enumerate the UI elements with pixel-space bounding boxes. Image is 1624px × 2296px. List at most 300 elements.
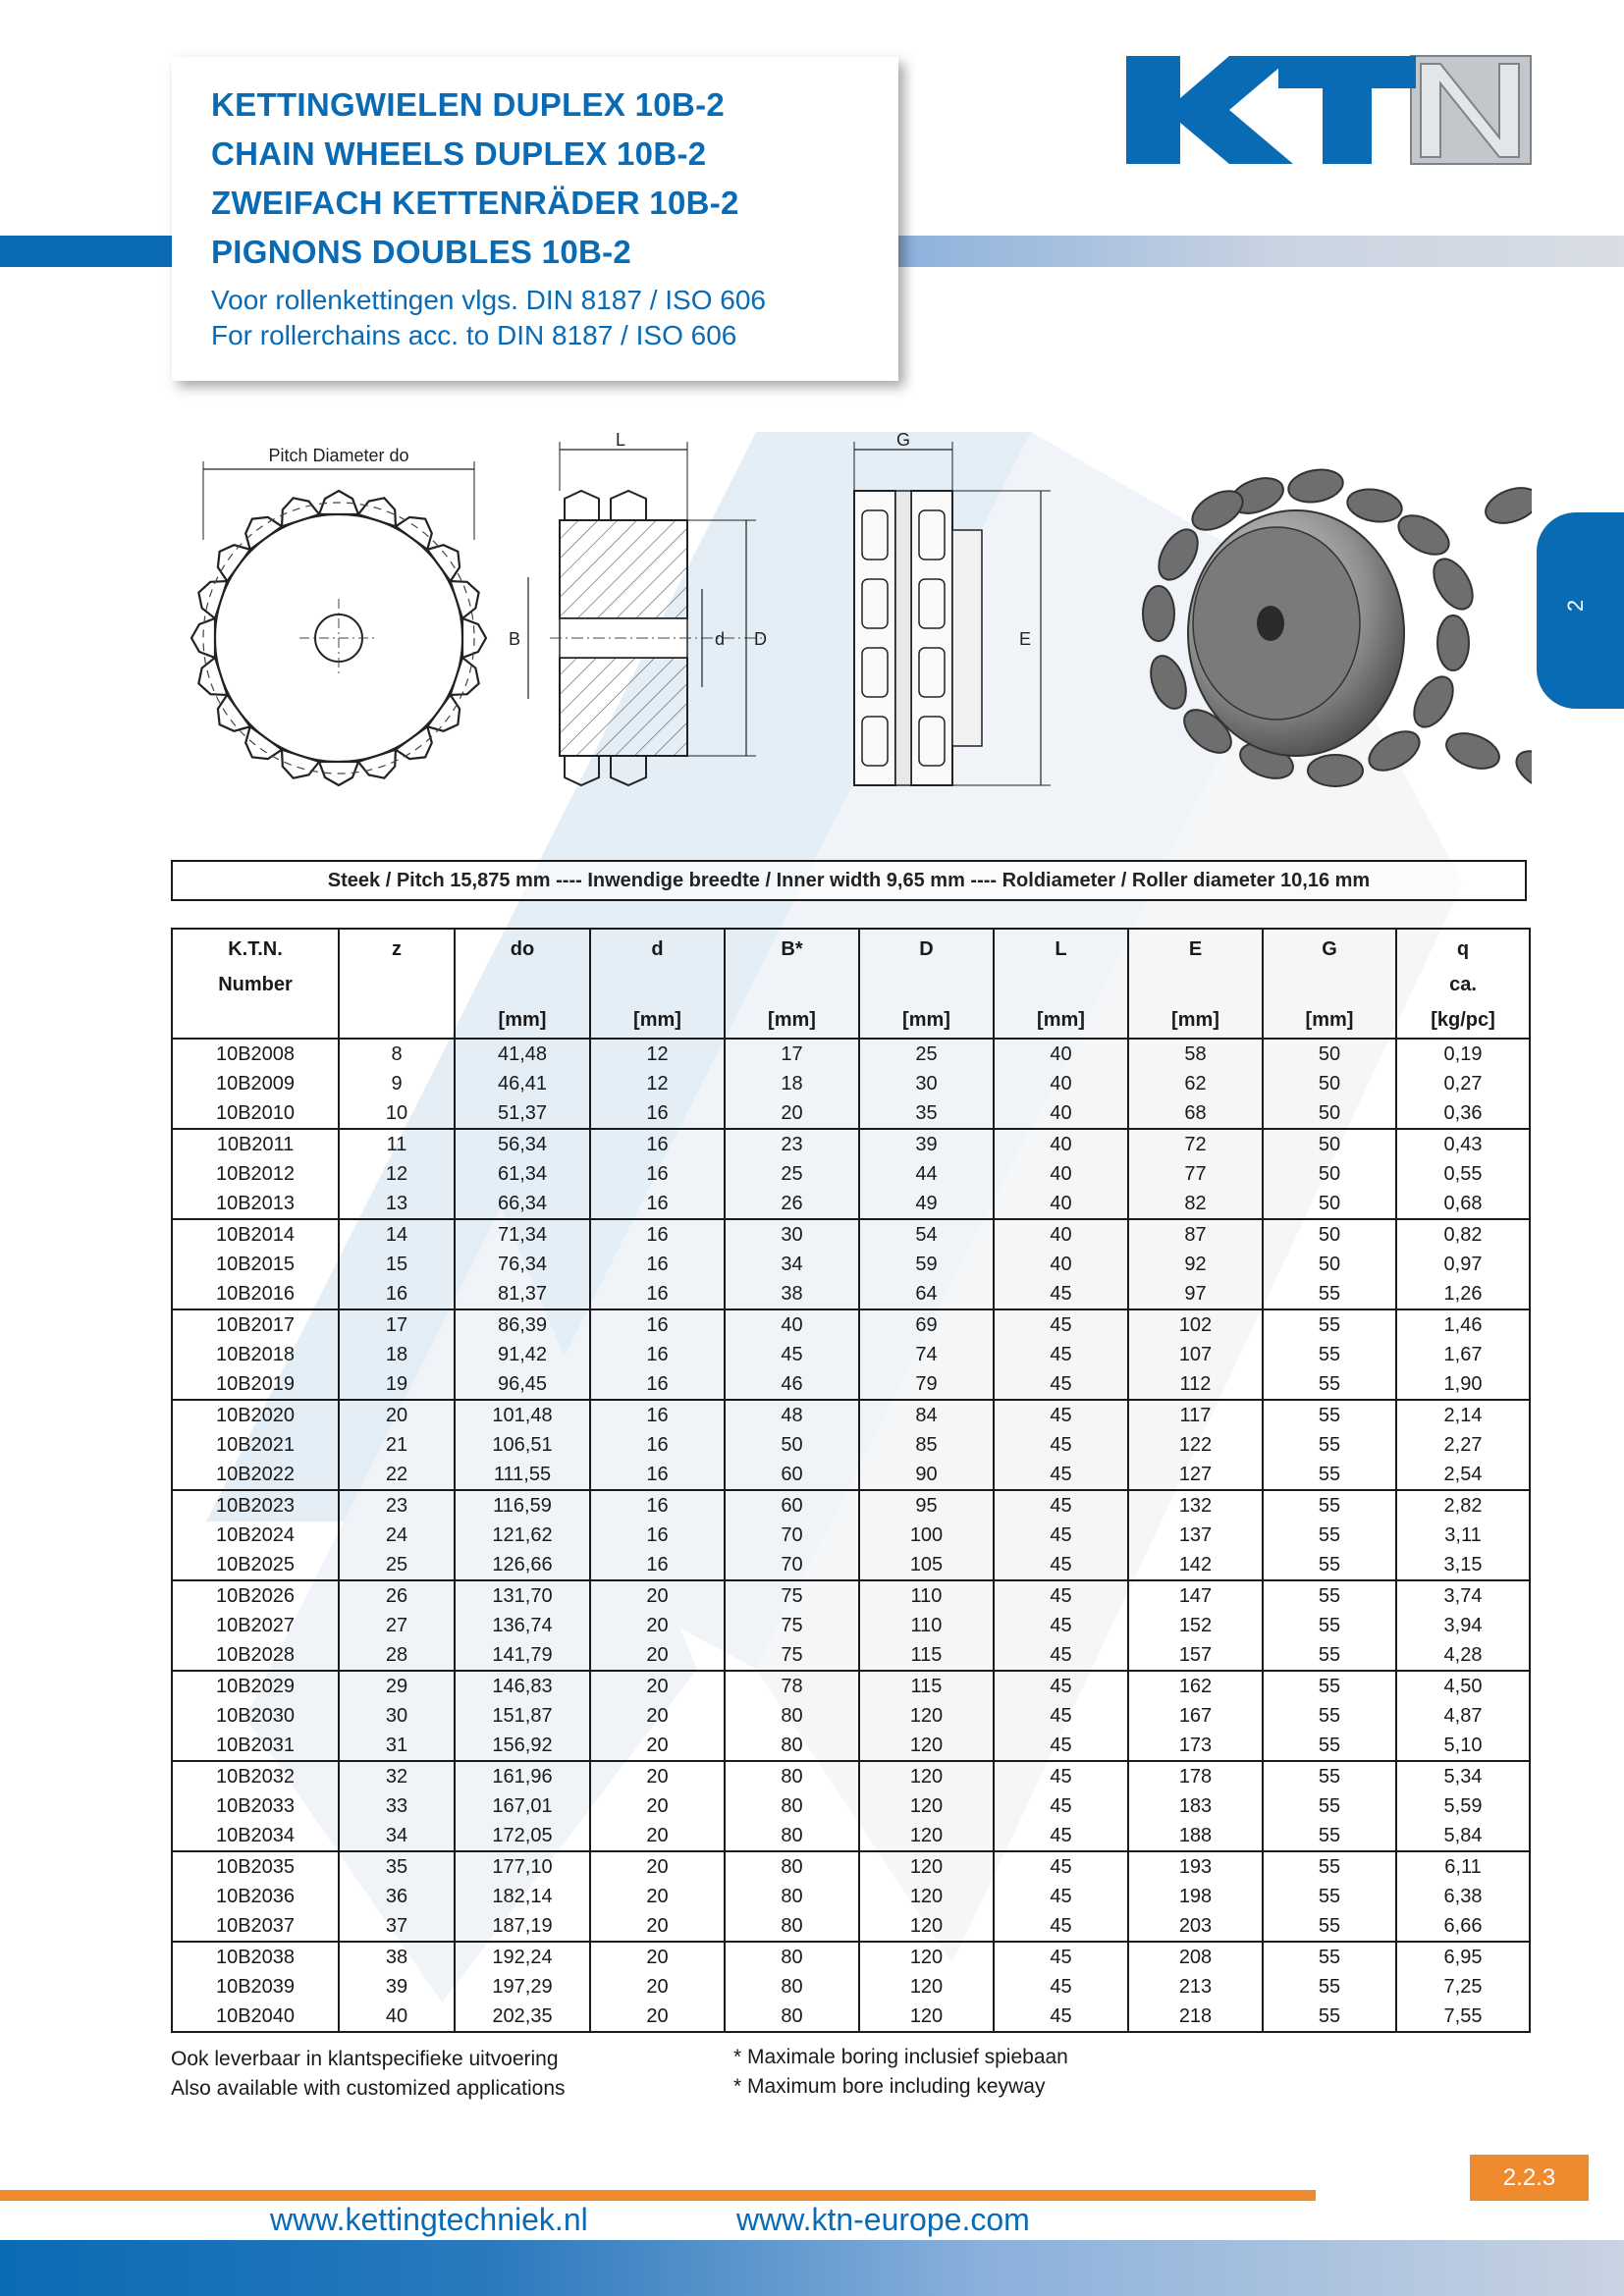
table-cell: 55 [1263,1340,1396,1369]
table-cell: 45 [994,1369,1128,1400]
table-cell: 92 [1128,1250,1263,1279]
table-cell: 120 [859,1821,994,1851]
table-cell: 132 [1128,1490,1263,1521]
table-cell: 44 [859,1159,994,1189]
table-cell: 39 [339,1972,455,2002]
table-cell: 100 [859,1521,994,1550]
table-cell: 32 [339,1761,455,1791]
table-row [172,1039,1530,1069]
table-header-cell [339,929,455,1039]
table-cell: 4,50 [1396,1671,1530,1701]
table-cell: 55 [1263,1521,1396,1550]
table-header-cell [725,929,859,1039]
table-row [172,1430,1530,1460]
table-cell: 55 [1263,1550,1396,1580]
table-cell: 218 [1128,2002,1263,2032]
table-cell: 1,67 [1396,1340,1530,1369]
table-header-cell [455,929,590,1039]
table-cell: 10B2010 [172,1098,339,1129]
table-cell: 0,43 [1396,1129,1530,1159]
table-cell: 80 [725,1731,859,1761]
table-cell: 10 [339,1098,455,1129]
table-cell: 6,95 [1396,1942,1530,1972]
table-cell: 61,34 [455,1159,590,1189]
table-cell: 40 [994,1039,1128,1069]
table-cell: 10B2032 [172,1761,339,1791]
table-cell: 16 [590,1098,725,1129]
table-header-cell [859,929,994,1039]
table-cell: 10B2018 [172,1340,339,1369]
table-cell: 45 [994,1460,1128,1490]
table-cell: 80 [725,1761,859,1791]
svg-text:G: G [895,430,911,450]
table-header-line: d [651,938,664,960]
table-header-line: [kg/pc] [1431,1009,1495,1031]
table-cell: 80 [725,1972,859,2002]
table-cell: 8 [339,1039,455,1069]
table-cell: 86,39 [455,1309,590,1340]
table-cell: 51,37 [455,1098,590,1129]
table-cell: 117 [1128,1400,1263,1430]
table-cell: 120 [859,1972,994,2002]
table-cell: 7,25 [1396,1972,1530,2002]
table-cell: 20 [590,1791,725,1821]
table-cell: 5,34 [1396,1761,1530,1791]
table-cell: 120 [859,1911,994,1942]
table-cell: 82 [1128,1189,1263,1219]
table-cell: 120 [859,1731,994,1761]
table-cell: 120 [859,1851,994,1882]
table-cell: 10B2035 [172,1851,339,1882]
table-cell: 6,11 [1396,1851,1530,1882]
table-cell: 107 [1128,1340,1263,1369]
table-cell: 45 [994,2002,1128,2032]
table-cell: 95 [859,1490,994,1521]
table-cell: 10B2022 [172,1460,339,1490]
table-cell: 3,15 [1396,1550,1530,1580]
table-cell: 10B2033 [172,1791,339,1821]
table-cell: 12 [339,1159,455,1189]
table-cell: 120 [859,1761,994,1791]
table-cell: 20 [590,1701,725,1731]
table-cell: 177,10 [455,1851,590,1882]
table-cell: 4,87 [1396,1701,1530,1731]
table-header-line [860,967,993,1002]
table-cell: 55 [1263,1851,1396,1882]
table-cell: 12 [590,1039,725,1069]
table-cell: 106,51 [455,1430,590,1460]
table-cell: 55 [1263,1671,1396,1701]
chain-side-view [854,430,1051,785]
table-cell: 50 [1263,1129,1396,1159]
table-cell: 10B2040 [172,2002,339,2032]
table-cell: 60 [725,1460,859,1490]
table-cell: 20 [590,1671,725,1701]
table-cell: 55 [1263,1761,1396,1791]
table-cell: 6,38 [1396,1882,1530,1911]
table-cell: 45 [994,1640,1128,1671]
table-cell: 16 [590,1521,725,1550]
table-cell: 45 [994,1400,1128,1430]
table-cell: 16 [590,1279,725,1309]
table-cell: 80 [725,1701,859,1731]
subtitle-en: For rollerchains acc. to DIN 8187 / ISO 606 [211,320,737,350]
table-cell: 110 [859,1580,994,1611]
note-custom-nl: Ook leverbaar in klantspecifieke uitvoering [171,2048,559,2070]
table-cell: 55 [1263,1460,1396,1490]
table-cell: 40 [725,1309,859,1340]
table-header-line: [mm] [633,1009,681,1031]
table-cell: 40 [994,1250,1128,1279]
table-row [172,1189,1530,1219]
table-cell: 9 [339,1069,455,1098]
table-cell: 156,92 [455,1731,590,1761]
table-cell: 35 [339,1851,455,1882]
table-cell: 35 [859,1098,994,1129]
table-cell: 141,79 [455,1640,590,1671]
table-cell: 10B2039 [172,1972,339,2002]
table-cell: 10B2031 [172,1731,339,1761]
table-cell: 40 [994,1159,1128,1189]
table-row [172,1761,1530,1791]
table-row [172,1671,1530,1701]
table-cell: 30 [725,1219,859,1250]
table-cell: 70 [725,1521,859,1550]
table-header-line: G [1322,938,1337,960]
table-cell: 71,34 [455,1219,590,1250]
table-cell: 45 [994,1309,1128,1340]
table-cell: 20 [590,1821,725,1851]
table-cell: 55 [1263,1882,1396,1911]
table-cell: 40 [994,1129,1128,1159]
table-cell: 50 [1263,1219,1396,1250]
table-cell: 7,55 [1396,2002,1530,2032]
table-cell: 16 [590,1550,725,1580]
table-cell: 46 [725,1369,859,1400]
table-cell: 101,48 [455,1400,590,1430]
table-cell: 10B2029 [172,1671,339,1701]
table-cell: 208 [1128,1942,1263,1972]
table-cell: 79 [859,1369,994,1400]
table-row [172,1821,1530,1851]
table-cell: 2,54 [1396,1460,1530,1490]
footer-url-kettingtechniek[interactable]: www.kettingtechniek.nl [270,2202,588,2237]
table-cell: 80 [725,2002,859,2032]
table-cell: 10B2008 [172,1039,339,1069]
table-cell: 12 [590,1069,725,1098]
table-cell: 40 [994,1219,1128,1250]
table-cell: 10B2017 [172,1309,339,1340]
table-cell: 64 [859,1279,994,1309]
title-box [172,57,898,381]
table-cell: 20 [725,1098,859,1129]
ktn-logo [1121,54,1534,167]
table-row [172,1369,1530,1400]
table-cell: 55 [1263,1701,1396,1731]
note-bore-en: * Maximum bore including keyway [733,2075,1046,2098]
table-cell: 146,83 [455,1671,590,1701]
table-cell: 10B2027 [172,1611,339,1640]
title-en: CHAIN WHEELS DUPLEX 10B-2 [211,135,707,172]
table-header-line: ca. [1449,974,1477,995]
table-cell: 45 [994,1761,1128,1791]
table-cell: 24 [339,1521,455,1550]
chain-spec-bar: Steek / Pitch 15,875 mm ---- Inwendige breedte / Inner width 9,65 mm ---- Roldiameter / Roller diameter 10,16 mm [171,860,1527,901]
table-cell: 80 [725,1791,859,1821]
table-cell: 2,14 [1396,1400,1530,1430]
table-cell: 16 [590,1189,725,1219]
table-cell: 137 [1128,1521,1263,1550]
table-header-line: z [392,938,402,960]
table-header-line: L [1055,938,1067,960]
table-cell: 167 [1128,1701,1263,1731]
table-cell: 147 [1128,1580,1263,1611]
table-cell: 76,34 [455,1250,590,1279]
table-cell: 10B2038 [172,1942,339,1972]
table-cell: 193 [1128,1851,1263,1882]
table-header-cell [1263,929,1396,1039]
table-row [172,2002,1530,2032]
table-cell: 10B2036 [172,1882,339,1911]
table-cell: 36 [339,1882,455,1911]
table-cell: 17 [725,1039,859,1069]
table-cell: 115 [859,1640,994,1671]
table-cell: 77 [1128,1159,1263,1189]
table-cell: 25 [339,1550,455,1580]
table-cell: 115 [859,1671,994,1701]
table-row [172,1640,1530,1671]
table-row [172,1972,1530,2002]
table-cell: 41,48 [455,1039,590,1069]
table-header-line [173,1002,338,1038]
table-cell: 55 [1263,1369,1396,1400]
table-cell: 120 [859,1942,994,1972]
table-cell: 213 [1128,1972,1263,2002]
table-cell: 3,94 [1396,1611,1530,1640]
table-cell: 40 [994,1098,1128,1129]
svg-text:L: L [615,430,626,450]
table-cell: 55 [1263,1490,1396,1521]
table-cell: 38 [339,1942,455,1972]
table-header-line: q [1456,938,1470,960]
table-cell: 45 [994,1882,1128,1911]
table-cell: 198 [1128,1882,1263,1911]
table-cell: 16 [590,1460,725,1490]
table-header-line [591,967,724,1002]
table-row [172,1851,1530,1882]
table-cell: 50 [1263,1039,1396,1069]
table-cell: 30 [339,1701,455,1731]
table-cell: 10B2021 [172,1430,339,1460]
table-cell: 34 [339,1821,455,1851]
table-cell: 10B2016 [172,1279,339,1309]
table-cell: 120 [859,2002,994,2032]
table-cell: 45 [994,1821,1128,1851]
table-cell: 20 [590,1611,725,1640]
table-cell: 62 [1128,1069,1263,1098]
table-cell: 20 [590,1942,725,1972]
title-nl: KETTINGWIELEN DUPLEX 10B-2 [211,86,726,123]
table-cell: 120 [859,1701,994,1731]
table-cell: 16 [590,1129,725,1159]
table-header-line [1264,967,1395,1002]
table-cell: 10B2025 [172,1550,339,1580]
table-header-row [172,929,1530,1039]
table-cell: 0,97 [1396,1250,1530,1279]
table-cell: 11 [339,1129,455,1159]
table-header-line [1129,967,1262,1002]
table-cell: 18 [725,1069,859,1098]
table-header-line: K.T.N. [228,938,283,960]
table-cell: 55 [1263,1611,1396,1640]
table-cell: 72 [1128,1129,1263,1159]
table-row [172,1580,1530,1611]
table-cell: 26 [725,1189,859,1219]
table-cell: 45 [994,1791,1128,1821]
table-cell: 3,11 [1396,1521,1530,1550]
table-cell: 102 [1128,1309,1263,1340]
table-cell: 20 [339,1400,455,1430]
table-cell: 162 [1128,1671,1263,1701]
table-cell: 55 [1263,2002,1396,2032]
table-cell: 121,62 [455,1521,590,1550]
table-cell: 0,36 [1396,1098,1530,1129]
table-cell: 59 [859,1250,994,1279]
table-cell: 96,45 [455,1369,590,1400]
table-cell: 151,87 [455,1701,590,1731]
table-cell: 31 [339,1731,455,1761]
table-cell: 1,26 [1396,1279,1530,1309]
table-cell: 23 [339,1490,455,1521]
table-cell: 68 [1128,1098,1263,1129]
table-cell: 16 [339,1279,455,1309]
table-cell: 80 [725,1911,859,1942]
table-cell: 55 [1263,1309,1396,1340]
table-cell: 28 [339,1640,455,1671]
table-cell: 30 [859,1069,994,1098]
pitch-diameter-label: Pitch Diameter do [268,446,409,465]
table-cell: 10B2026 [172,1580,339,1611]
table-cell: 75 [725,1611,859,1640]
table-cell: 192,24 [455,1942,590,1972]
table-cell: 85 [859,1430,994,1460]
table-cell: 116,59 [455,1490,590,1521]
table-cell: 45 [994,1851,1128,1882]
table-cell: 45 [994,1279,1128,1309]
table-cell: 20 [590,1640,725,1671]
table-cell: 50 [725,1430,859,1460]
table-cell: 16 [590,1430,725,1460]
table-cell: 0,82 [1396,1219,1530,1250]
table-cell: 50 [1263,1250,1396,1279]
table-cell: 37 [339,1911,455,1942]
table-header-cell [1396,929,1530,1039]
table-cell: 45 [994,1430,1128,1460]
table-cell: 20 [590,1580,725,1611]
table-cell: 122 [1128,1430,1263,1460]
table-cell: 45 [994,1340,1128,1369]
subtitle-nl: Voor rollenkettingen vlgs. DIN 8187 / ISO 606 [211,285,766,315]
table-cell: 110 [859,1611,994,1640]
table-header-line [726,967,858,1002]
sprocket-3d-render [1143,465,1532,797]
table-cell: 10B2009 [172,1069,339,1098]
table-cell: 16 [590,1250,725,1279]
title-fr: PIGNONS DOUBLES 10B-2 [211,234,632,270]
table-cell: 0,55 [1396,1159,1530,1189]
table-row [172,1159,1530,1189]
footer-url-ktn-europe[interactable]: www.ktn-europe.com [736,2202,1030,2237]
table-cell: 5,59 [1396,1791,1530,1821]
table-cell: 48 [725,1400,859,1430]
table-cell: 45 [994,1972,1128,2002]
table-cell: 10B2011 [172,1129,339,1159]
table-row [172,1340,1530,1369]
table-cell: 40 [994,1069,1128,1098]
table-cell: 45 [994,1611,1128,1640]
table-cell: 202,35 [455,2002,590,2032]
chapter-tab-label: 2 [1563,599,1589,613]
table-cell: 4,28 [1396,1640,1530,1671]
table-cell: 2,27 [1396,1430,1530,1460]
table-cell: 2,82 [1396,1490,1530,1521]
table-cell: 97 [1128,1279,1263,1309]
table-cell: 55 [1263,1400,1396,1430]
table-cell: 13 [339,1189,455,1219]
table-row [172,1731,1530,1761]
table-row [172,1521,1530,1550]
table-cell: 80 [725,1942,859,1972]
table-cell: 16 [590,1219,725,1250]
table-header-line [340,967,454,1002]
table-cell: 55 [1263,1942,1396,1972]
table-cell: 45 [725,1340,859,1369]
table-header-line: D [919,938,934,960]
table-cell: 136,74 [455,1611,590,1640]
table-cell: 45 [994,1701,1128,1731]
table-cell: 16 [590,1340,725,1369]
table-cell: 34 [725,1250,859,1279]
table-cell: 23 [725,1129,859,1159]
table-cell: 18 [339,1340,455,1369]
table-cell: 80 [725,1882,859,1911]
table-row [172,1882,1530,1911]
table-cell: 91,42 [455,1340,590,1369]
table-cell: 0,27 [1396,1069,1530,1098]
table-cell: 6,66 [1396,1911,1530,1942]
table-cell: 40 [339,2002,455,2032]
technical-drawings [177,422,1532,834]
table-cell: 10B2034 [172,1821,339,1851]
note-bore-nl: * Maximale boring inclusief spiebaan [733,2046,1068,2068]
table-cell: 20 [590,1882,725,1911]
table-cell: 20 [590,1761,725,1791]
table-cell: 3,74 [1396,1580,1530,1611]
table-cell: 55 [1263,1580,1396,1611]
table-cell: 0,68 [1396,1189,1530,1219]
table-cell: 20 [590,2002,725,2032]
table-cell: 157 [1128,1640,1263,1671]
table-cell: 16 [590,1400,725,1430]
chapter-tab[interactable] [1537,512,1624,709]
sprocket-section-view [509,430,767,785]
table-cell: 50 [1263,1098,1396,1129]
table-row [172,1309,1530,1340]
table-cell: 21 [339,1430,455,1460]
table-header-cell [994,929,1128,1039]
svg-text:E: E [1019,629,1032,649]
footer-orange-line [0,2190,1316,2201]
